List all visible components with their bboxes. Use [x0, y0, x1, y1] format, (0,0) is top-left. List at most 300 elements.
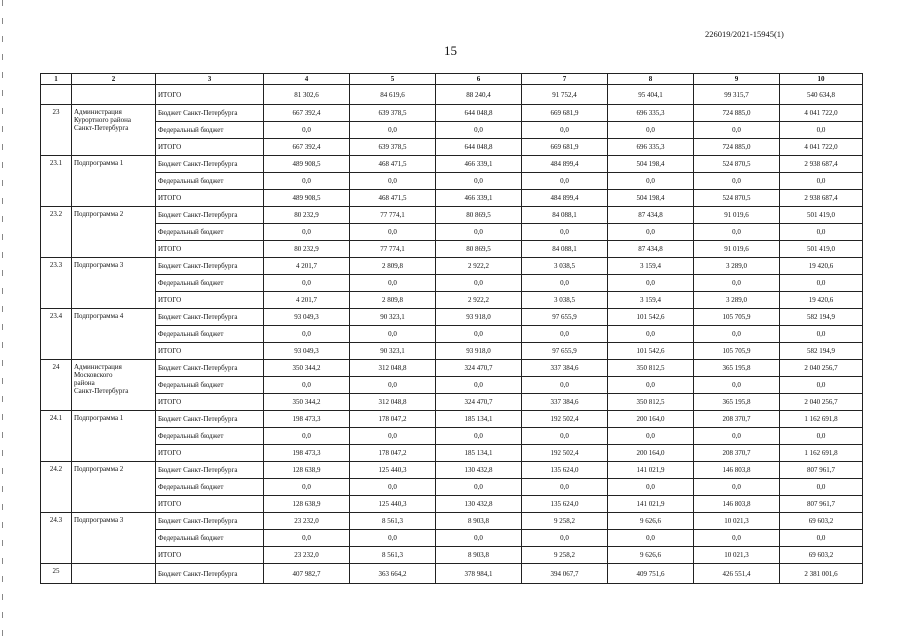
value-cell: 504 198,4 — [608, 156, 694, 173]
funding-source: Бюджет Санкт-Петербурга — [156, 207, 264, 224]
value-cell: 0,0 — [350, 122, 436, 139]
value-cell: 84 088,1 — [522, 207, 608, 224]
value-cell: 350 344,2 — [264, 360, 350, 377]
value-cell: 19 420,6 — [780, 258, 863, 275]
value-cell: 0,0 — [608, 428, 694, 445]
value-cell: 468 471,5 — [350, 156, 436, 173]
value-cell: 208 370,7 — [694, 411, 780, 428]
value-cell: 2 040 256,7 — [780, 394, 863, 411]
value-cell: 312 048,8 — [350, 360, 436, 377]
value-cell: 0,0 — [264, 428, 350, 445]
value-cell: 0,0 — [694, 173, 780, 190]
value-cell: 0,0 — [694, 479, 780, 496]
funding-source: Бюджет Санкт-Петербурга — [156, 309, 264, 326]
value-cell: 3 038,5 — [522, 258, 608, 275]
value-cell: 0,0 — [350, 428, 436, 445]
value-cell: 93 049,3 — [264, 343, 350, 360]
value-cell: 0,0 — [436, 326, 522, 343]
value-cell: 0,0 — [694, 122, 780, 139]
row-title-line: Московского — [74, 371, 113, 379]
value-cell: 0,0 — [608, 377, 694, 394]
table-row — [41, 343, 863, 360]
table-row — [41, 309, 863, 326]
value-cell: 0,0 — [264, 479, 350, 496]
value-cell: 0,0 — [264, 173, 350, 190]
scan-edge-marks — [2, 0, 3, 640]
value-cell: 4 201,7 — [264, 292, 350, 309]
value-cell: 128 638,9 — [264, 462, 350, 479]
value-cell: 101 542,6 — [608, 343, 694, 360]
value-cell: 93 918,0 — [436, 309, 522, 326]
table-row — [41, 564, 863, 584]
row-title-line: района — [74, 379, 95, 387]
value-cell: 97 655,9 — [522, 309, 608, 326]
value-cell: 3 159,4 — [608, 258, 694, 275]
value-cell: 350 812,5 — [608, 360, 694, 377]
value-cell: 0,0 — [350, 479, 436, 496]
value-cell: 484 899,4 — [522, 190, 608, 207]
funding-source: ИТОГО — [156, 85, 264, 105]
funding-source: ИТОГО — [156, 496, 264, 513]
table-row — [41, 462, 863, 479]
value-cell: 9 626,6 — [608, 513, 694, 530]
row-title — [72, 207, 156, 258]
table-row — [41, 275, 863, 292]
value-cell: 489 908,5 — [264, 156, 350, 173]
value-cell: 337 384,6 — [522, 360, 608, 377]
row-number: 23.1 — [41, 156, 72, 207]
row-title-line: Подпрограмма 3 — [74, 516, 124, 524]
value-cell: 0,0 — [264, 326, 350, 343]
value-cell: 0,0 — [436, 275, 522, 292]
row-title — [72, 156, 156, 207]
value-cell: 146 803,8 — [694, 496, 780, 513]
table-row — [41, 360, 863, 377]
value-cell: 80 232,9 — [264, 207, 350, 224]
value-cell: 91 019,6 — [694, 207, 780, 224]
row-number: 23 — [41, 105, 72, 156]
header-cell: 1 — [41, 74, 72, 85]
value-cell: 0,0 — [522, 530, 608, 547]
value-cell: 0,0 — [522, 479, 608, 496]
value-cell: 3 289,0 — [694, 292, 780, 309]
value-cell: 208 370,7 — [694, 445, 780, 462]
funding-source: Бюджет Санкт-Петербурга — [156, 411, 264, 428]
funding-source: ИТОГО — [156, 241, 264, 258]
value-cell: 97 655,9 — [522, 343, 608, 360]
value-cell: 3 289,0 — [694, 258, 780, 275]
value-cell: 724 885,0 — [694, 139, 780, 156]
value-cell: 23 232,0 — [264, 513, 350, 530]
value-cell: 10 021,3 — [694, 547, 780, 564]
value-cell: 724 885,0 — [694, 105, 780, 122]
value-cell: 2 381 001,6 — [780, 564, 863, 584]
value-cell: 178 047,2 — [350, 411, 436, 428]
value-cell: 84 088,1 — [522, 241, 608, 258]
funding-source: Федеральный бюджет — [156, 224, 264, 241]
value-cell: 0,0 — [350, 275, 436, 292]
funding-source: ИТОГО — [156, 139, 264, 156]
table-row — [41, 445, 863, 462]
table-row — [41, 513, 863, 530]
value-cell: 489 908,5 — [264, 190, 350, 207]
row-title-line: Подпрограмма 1 — [74, 414, 124, 422]
table-row — [41, 258, 863, 275]
value-cell: 0,0 — [522, 173, 608, 190]
value-cell: 501 419,0 — [780, 207, 863, 224]
funding-source: Бюджет Санкт-Петербурга — [156, 156, 264, 173]
header-cell: 5 — [350, 74, 436, 85]
row-title-line: Подпрограмма 3 — [74, 261, 124, 269]
funding-source: Бюджет Санкт-Петербурга — [156, 564, 264, 584]
value-cell: 101 542,6 — [608, 309, 694, 326]
value-cell: 2 809,8 — [350, 292, 436, 309]
value-cell: 8 561,3 — [350, 513, 436, 530]
value-cell: 669 681,9 — [522, 139, 608, 156]
value-cell: 0,0 — [350, 326, 436, 343]
value-cell: 0,0 — [780, 224, 863, 241]
funding-source: ИТОГО — [156, 445, 264, 462]
value-cell: 135 624,0 — [522, 462, 608, 479]
value-cell: 0,0 — [694, 275, 780, 292]
header-cell: 7 — [522, 74, 608, 85]
value-cell: 19 420,6 — [780, 292, 863, 309]
row-number: 23.3 — [41, 258, 72, 309]
funding-source: Федеральный бюджет — [156, 326, 264, 343]
row-number: 24.3 — [41, 513, 72, 564]
value-cell: 582 194,9 — [780, 309, 863, 326]
value-cell: 2 922,2 — [436, 292, 522, 309]
table-row — [41, 411, 863, 428]
value-cell: 84 619,6 — [350, 85, 436, 105]
table-row — [41, 105, 863, 122]
value-cell: 135 624,0 — [522, 496, 608, 513]
value-cell: 0,0 — [780, 377, 863, 394]
table-row — [41, 190, 863, 207]
funding-source: Бюджет Санкт-Петербурга — [156, 513, 264, 530]
value-cell: 128 638,9 — [264, 496, 350, 513]
value-cell: 350 344,2 — [264, 394, 350, 411]
value-cell: 0,0 — [264, 122, 350, 139]
value-cell: 524 870,5 — [694, 156, 780, 173]
value-cell: 540 634,8 — [780, 85, 863, 105]
value-cell: 3 038,5 — [522, 292, 608, 309]
value-cell: 0,0 — [608, 479, 694, 496]
row-title-line: Подпрограмма 4 — [74, 312, 124, 320]
value-cell: 365 195,8 — [694, 360, 780, 377]
table-row — [41, 85, 863, 105]
table-row — [41, 292, 863, 309]
header-cell: 4 — [264, 74, 350, 85]
value-cell: 644 048,8 — [436, 105, 522, 122]
funding-source: Федеральный бюджет — [156, 479, 264, 496]
value-cell: 0,0 — [780, 479, 863, 496]
table-row — [41, 496, 863, 513]
value-cell: 178 047,2 — [350, 445, 436, 462]
value-cell: 4 201,7 — [264, 258, 350, 275]
value-cell: 363 664,2 — [350, 564, 436, 584]
value-cell: 200 164,0 — [608, 411, 694, 428]
funding-source: Федеральный бюджет — [156, 275, 264, 292]
row-title — [72, 462, 156, 513]
value-cell: 185 134,1 — [436, 411, 522, 428]
table-row — [41, 530, 863, 547]
value-cell: 669 681,9 — [522, 105, 608, 122]
value-cell: 192 502,4 — [522, 445, 608, 462]
value-cell: 91 019,6 — [694, 241, 780, 258]
funding-source: ИТОГО — [156, 343, 264, 360]
value-cell: 77 774,1 — [350, 241, 436, 258]
value-cell: 0,0 — [264, 275, 350, 292]
value-cell: 0,0 — [608, 326, 694, 343]
document-number: 226019/2021-15945(1) — [705, 29, 784, 39]
table-row — [41, 139, 863, 156]
value-cell: 0,0 — [522, 224, 608, 241]
row-title — [72, 411, 156, 462]
row-number: 23.4 — [41, 309, 72, 360]
value-cell: 8 903,8 — [436, 547, 522, 564]
value-cell: 0,0 — [608, 173, 694, 190]
value-cell: 90 323,1 — [350, 343, 436, 360]
value-cell: 484 899,4 — [522, 156, 608, 173]
value-cell: 9 626,6 — [608, 547, 694, 564]
value-cell: 88 240,4 — [436, 85, 522, 105]
value-cell: 69 603,2 — [780, 547, 863, 564]
value-cell: 0,0 — [522, 428, 608, 445]
funding-source: ИТОГО — [156, 394, 264, 411]
value-cell: 0,0 — [522, 275, 608, 292]
value-cell: 141 021,9 — [608, 462, 694, 479]
value-cell: 639 378,5 — [350, 105, 436, 122]
value-cell: 2 938 687,4 — [780, 190, 863, 207]
row-title-line: Подпрограмма 1 — [74, 159, 124, 167]
value-cell: 105 705,9 — [694, 309, 780, 326]
funding-source: ИТОГО — [156, 547, 264, 564]
value-cell: 524 870,5 — [694, 190, 780, 207]
table-body — [41, 85, 863, 584]
row-number: 25 — [41, 564, 72, 584]
value-cell: 0,0 — [436, 377, 522, 394]
funding-source: Федеральный бюджет — [156, 122, 264, 139]
value-cell: 8 903,8 — [436, 513, 522, 530]
value-cell: 125 440,3 — [350, 462, 436, 479]
value-cell: 0,0 — [694, 428, 780, 445]
row-title-line: Администрация — [74, 108, 122, 116]
table-row — [41, 326, 863, 343]
value-cell: 426 551,4 — [694, 564, 780, 584]
value-cell: 696 335,3 — [608, 139, 694, 156]
value-cell: 0,0 — [436, 479, 522, 496]
header-cell: 3 — [156, 74, 264, 85]
budget-table — [40, 73, 863, 584]
value-cell: 0,0 — [436, 173, 522, 190]
value-cell: 130 432,8 — [436, 462, 522, 479]
funding-source: Федеральный бюджет — [156, 173, 264, 190]
funding-source: Бюджет Санкт-Петербурга — [156, 360, 264, 377]
funding-source: ИТОГО — [156, 292, 264, 309]
row-title-line: Санкт-Петербурга — [74, 124, 129, 132]
value-cell: 468 471,5 — [350, 190, 436, 207]
table-row — [41, 428, 863, 445]
value-cell: 141 021,9 — [608, 496, 694, 513]
value-cell: 0,0 — [694, 326, 780, 343]
value-cell: 378 984,1 — [436, 564, 522, 584]
value-cell: 0,0 — [694, 377, 780, 394]
value-cell: 0,0 — [350, 173, 436, 190]
row-title — [72, 85, 156, 105]
value-cell: 394 067,7 — [522, 564, 608, 584]
table-row — [41, 394, 863, 411]
value-cell: 582 194,9 — [780, 343, 863, 360]
row-title — [72, 513, 156, 564]
value-cell: 198 473,3 — [264, 445, 350, 462]
value-cell: 87 434,8 — [608, 207, 694, 224]
table-row — [41, 156, 863, 173]
value-cell: 99 315,7 — [694, 85, 780, 105]
value-cell: 0,0 — [436, 224, 522, 241]
row-title-line: Курортного района — [74, 116, 132, 124]
row-title — [72, 105, 156, 156]
row-number: 24.2 — [41, 462, 72, 513]
value-cell: 639 378,5 — [350, 139, 436, 156]
value-cell: 2 922,2 — [436, 258, 522, 275]
table-row — [41, 479, 863, 496]
row-title-line: Подпрограмма 2 — [74, 210, 124, 218]
value-cell: 0,0 — [522, 377, 608, 394]
value-cell: 667 392,4 — [264, 139, 350, 156]
value-cell: 198 473,3 — [264, 411, 350, 428]
value-cell: 324 470,7 — [436, 360, 522, 377]
value-cell: 365 195,8 — [694, 394, 780, 411]
value-cell: 95 404,1 — [608, 85, 694, 105]
value-cell: 4 041 722,0 — [780, 105, 863, 122]
value-cell: 807 961,7 — [780, 462, 863, 479]
value-cell: 696 335,3 — [608, 105, 694, 122]
value-cell: 80 869,5 — [436, 241, 522, 258]
value-cell: 0,0 — [780, 275, 863, 292]
value-cell: 0,0 — [436, 530, 522, 547]
value-cell: 0,0 — [264, 530, 350, 547]
value-cell: 77 774,1 — [350, 207, 436, 224]
value-cell: 0,0 — [694, 224, 780, 241]
funding-source: Бюджет Санкт-Петербурга — [156, 258, 264, 275]
table-row — [41, 224, 863, 241]
value-cell: 0,0 — [608, 530, 694, 547]
value-cell: 192 502,4 — [522, 411, 608, 428]
header-cell: 9 — [694, 74, 780, 85]
value-cell: 644 048,8 — [436, 139, 522, 156]
value-cell: 0,0 — [780, 326, 863, 343]
funding-source: Федеральный бюджет — [156, 377, 264, 394]
value-cell: 337 384,6 — [522, 394, 608, 411]
value-cell: 10 021,3 — [694, 513, 780, 530]
row-title-line: Администрация — [74, 363, 122, 371]
table-row — [41, 122, 863, 139]
table-row — [41, 547, 863, 564]
value-cell: 0,0 — [522, 326, 608, 343]
value-cell: 69 603,2 — [780, 513, 863, 530]
row-title — [72, 309, 156, 360]
value-cell: 807 961,7 — [780, 496, 863, 513]
value-cell: 93 918,0 — [436, 343, 522, 360]
row-title-line: Санкт-Петербурга — [74, 387, 129, 395]
value-cell: 2 040 256,7 — [780, 360, 863, 377]
value-cell: 409 751,6 — [608, 564, 694, 584]
value-cell: 0,0 — [264, 224, 350, 241]
value-cell: 0,0 — [436, 122, 522, 139]
page-number: 15 — [444, 43, 457, 58]
value-cell: 93 049,3 — [264, 309, 350, 326]
value-cell: 185 134,1 — [436, 445, 522, 462]
value-cell: 0,0 — [780, 428, 863, 445]
value-cell: 501 419,0 — [780, 241, 863, 258]
funding-source: ИТОГО — [156, 190, 264, 207]
value-cell: 0,0 — [264, 377, 350, 394]
value-cell: 23 232,0 — [264, 547, 350, 564]
row-number: 23.2 — [41, 207, 72, 258]
value-cell: 200 164,0 — [608, 445, 694, 462]
value-cell: 130 432,8 — [436, 496, 522, 513]
value-cell: 0,0 — [608, 224, 694, 241]
row-title-line: Подпрограмма 2 — [74, 465, 124, 473]
row-number: 24.1 — [41, 411, 72, 462]
table-row — [41, 173, 863, 190]
value-cell: 105 705,9 — [694, 343, 780, 360]
value-cell: 8 561,3 — [350, 547, 436, 564]
value-cell: 9 258,2 — [522, 513, 608, 530]
table-header-row — [41, 74, 863, 85]
value-cell: 4 041 722,0 — [780, 139, 863, 156]
value-cell: 146 803,8 — [694, 462, 780, 479]
value-cell: 80 232,9 — [264, 241, 350, 258]
header-cell: 8 — [608, 74, 694, 85]
table-row — [41, 241, 863, 258]
value-cell: 466 339,1 — [436, 156, 522, 173]
row-number — [41, 85, 72, 105]
header-cell: 2 — [72, 74, 156, 85]
value-cell: 0,0 — [350, 377, 436, 394]
funding-source: Бюджет Санкт-Петербурга — [156, 462, 264, 479]
value-cell: 81 302,6 — [264, 85, 350, 105]
value-cell: 667 392,4 — [264, 105, 350, 122]
value-cell: 0,0 — [694, 530, 780, 547]
value-cell: 1 162 691,8 — [780, 411, 863, 428]
value-cell: 0,0 — [350, 224, 436, 241]
value-cell: 0,0 — [608, 275, 694, 292]
value-cell: 91 752,4 — [522, 85, 608, 105]
value-cell: 407 982,7 — [264, 564, 350, 584]
value-cell: 87 434,8 — [608, 241, 694, 258]
header-cell: 6 — [436, 74, 522, 85]
table-row — [41, 377, 863, 394]
value-cell: 0,0 — [522, 122, 608, 139]
funding-source: Федеральный бюджет — [156, 530, 264, 547]
value-cell: 466 339,1 — [436, 190, 522, 207]
value-cell: 90 323,1 — [350, 309, 436, 326]
value-cell: 0,0 — [350, 530, 436, 547]
value-cell: 350 812,5 — [608, 394, 694, 411]
value-cell: 324 470,7 — [436, 394, 522, 411]
value-cell: 1 162 691,8 — [780, 445, 863, 462]
funding-source: Бюджет Санкт-Петербурга — [156, 105, 264, 122]
row-number: 24 — [41, 360, 72, 411]
value-cell: 0,0 — [780, 530, 863, 547]
value-cell: 504 198,4 — [608, 190, 694, 207]
value-cell: 2 938 687,4 — [780, 156, 863, 173]
row-title — [72, 360, 156, 411]
value-cell: 0,0 — [608, 122, 694, 139]
value-cell: 80 869,5 — [436, 207, 522, 224]
